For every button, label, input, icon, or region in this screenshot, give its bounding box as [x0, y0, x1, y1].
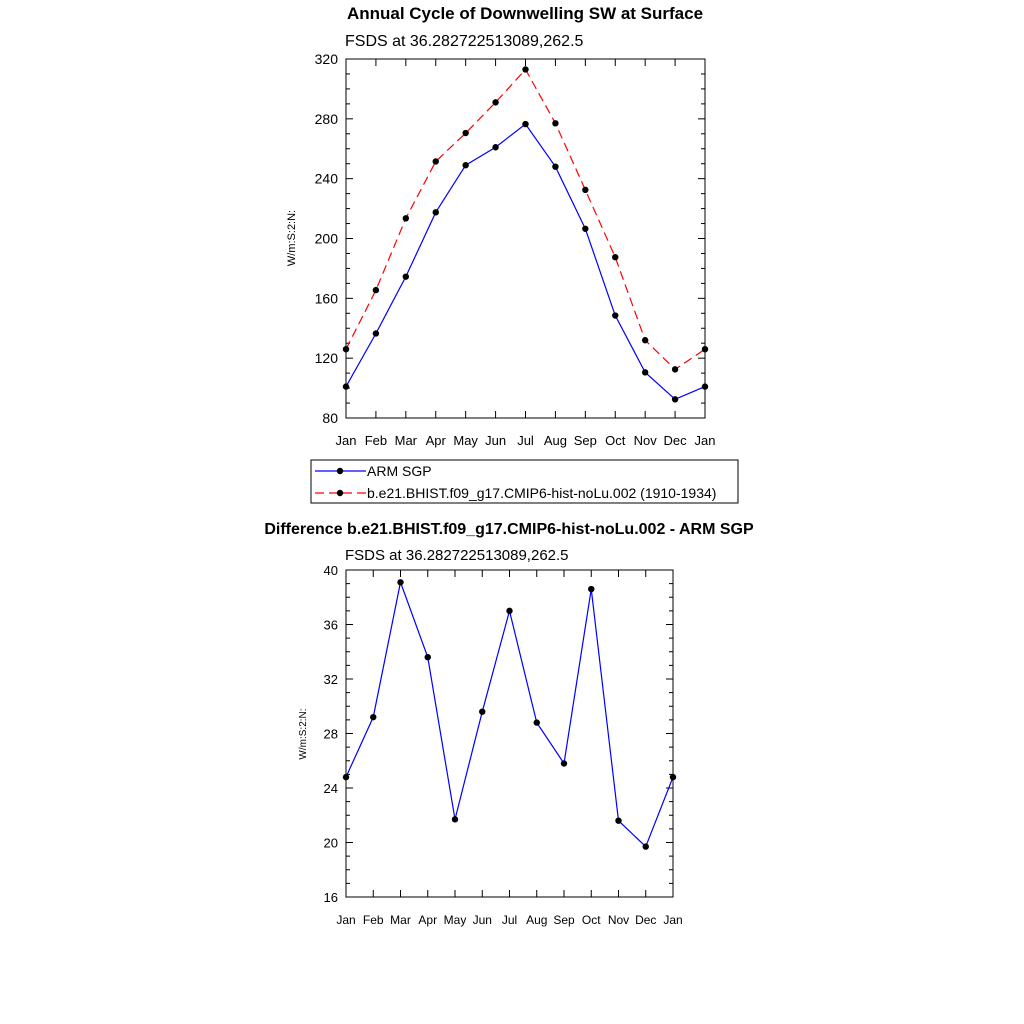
data-point	[582, 187, 588, 193]
x-tick-label: Aug	[526, 913, 548, 927]
chart2-title: Difference b.e21.BHIST.f09_g17.CMIP6-hist-noLu.002 - ARM SGP	[264, 521, 754, 538]
x-tick-label: Mar	[390, 913, 411, 927]
y-tick-label: 320	[314, 51, 338, 67]
x-tick-label: Feb	[364, 433, 388, 448]
x-tick-label: Dec	[663, 433, 687, 448]
data-point	[552, 164, 558, 170]
data-point	[506, 608, 512, 614]
data-point	[403, 215, 409, 221]
series-line-0	[346, 582, 673, 846]
y-tick-label: 240	[314, 170, 338, 187]
x-tick-label: Dec	[635, 913, 657, 927]
plot-frame	[346, 570, 673, 897]
data-point	[642, 369, 648, 375]
data-point	[403, 273, 409, 279]
chart1-x-tick-labels	[336, 433, 716, 448]
x-tick-label: Sep	[553, 913, 575, 927]
chart2-series	[343, 579, 676, 850]
x-tick-label: Jan	[335, 433, 357, 448]
data-point	[343, 774, 349, 780]
chart2-axes	[346, 570, 673, 897]
legend-marker-model	[337, 490, 343, 496]
x-tick-label: Nov	[607, 913, 630, 927]
data-point	[534, 719, 540, 725]
x-tick-label: May	[453, 433, 478, 448]
chart1-series	[343, 66, 708, 402]
y-tick-label: 16	[323, 890, 338, 905]
x-tick-label: Jun	[485, 433, 507, 448]
chart1-y-tick-labels	[315, 51, 339, 426]
data-point	[425, 654, 431, 660]
y-tick-label: 40	[323, 563, 338, 578]
legend-label-model: b.e21.BHIST.f09_g17.CMIP6-hist-noLu.002 (1910-1934)	[367, 485, 717, 501]
x-tick-label: Oct	[581, 913, 601, 927]
data-point	[643, 843, 649, 849]
chart-annual-cycle	[286, 4, 738, 503]
x-tick-label: Jan	[336, 913, 356, 927]
data-point	[552, 120, 558, 126]
y-tick-label: 20	[323, 835, 338, 851]
data-point	[642, 337, 648, 343]
chart1-axes	[346, 59, 705, 418]
y-tick-label: 24	[323, 781, 338, 796]
data-point	[561, 760, 567, 766]
data-point	[492, 99, 498, 105]
chart-difference	[264, 521, 754, 927]
y-tick-label: 200	[314, 230, 338, 247]
chart1-title: Annual Cycle of Downwelling SW at Surface	[346, 4, 704, 23]
chart1-subtitle: FSDS at 36.282722513089,262.5	[345, 33, 584, 50]
chart2-subtitle: FSDS at 36.282722513089,262.5	[345, 547, 569, 564]
y-tick-label: 28	[323, 726, 338, 742]
data-point	[373, 287, 379, 293]
y-tick-label: 80	[322, 410, 338, 426]
x-tick-label: Apr	[418, 913, 438, 927]
data-point	[670, 774, 676, 780]
x-tick-label: Oct	[605, 433, 626, 448]
data-point	[433, 209, 439, 215]
data-point	[433, 158, 439, 164]
data-point	[612, 254, 618, 260]
x-tick-label: Jul	[501, 913, 518, 927]
x-tick-label: Jun	[472, 913, 492, 927]
legend-label-obs: ARM SGP	[367, 463, 432, 479]
x-tick-label: Jan	[663, 913, 683, 927]
data-point	[522, 121, 528, 127]
data-point	[343, 383, 349, 389]
chart1-ylabel: W/m:S:2:N:	[286, 209, 298, 267]
x-tick-label: Apr	[425, 433, 446, 448]
y-tick-label: 32	[323, 672, 338, 687]
data-point	[612, 312, 618, 318]
plot-frame	[346, 59, 705, 418]
data-point	[479, 709, 485, 715]
x-tick-label: Nov	[633, 433, 657, 448]
x-tick-label: Jan	[694, 433, 716, 448]
chart2-y-tick-labels	[324, 563, 338, 905]
data-point	[615, 818, 621, 824]
y-tick-label: 160	[314, 290, 338, 307]
y-tick-label: 120	[314, 350, 338, 367]
data-point	[492, 144, 498, 150]
data-point	[373, 330, 379, 336]
x-tick-label: Mar	[394, 433, 418, 448]
y-tick-label: 36	[323, 617, 338, 633]
data-point	[343, 346, 349, 352]
data-point	[452, 816, 458, 822]
data-point	[462, 162, 468, 168]
data-point	[702, 383, 708, 389]
y-tick-label: 280	[314, 110, 338, 127]
x-tick-label: Aug	[543, 433, 567, 448]
data-point	[370, 714, 376, 720]
data-point	[588, 586, 594, 592]
x-tick-label: May	[443, 913, 467, 927]
data-point	[397, 579, 403, 585]
legend-marker-obs	[337, 468, 343, 474]
chart2-ylabel: W/m:S:2:N:	[298, 708, 309, 760]
data-point	[702, 346, 708, 352]
x-tick-label: Feb	[362, 913, 384, 927]
chart1-legend	[311, 460, 738, 503]
x-tick-label: Sep	[573, 433, 597, 448]
data-point	[672, 396, 678, 402]
data-point	[672, 366, 678, 372]
series-line-1	[346, 69, 705, 369]
chart2-x-tick-labels	[336, 913, 682, 927]
data-point	[522, 66, 528, 72]
series-line-0	[346, 124, 705, 399]
data-point	[462, 130, 468, 136]
data-point	[582, 226, 588, 232]
x-tick-label: Jul	[517, 433, 534, 448]
